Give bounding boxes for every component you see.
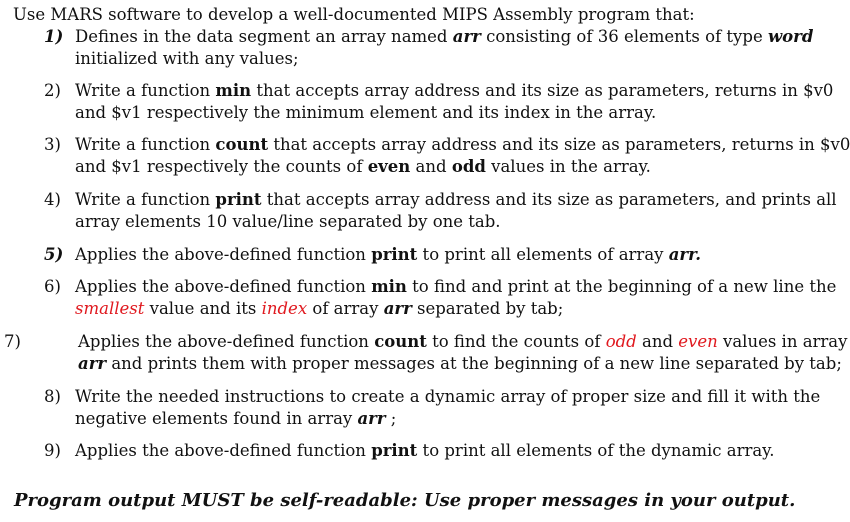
- item-text: Applies the above-defined function print to print all elements of the dynamic array.: [75, 441, 775, 460]
- item-number: 6): [44, 277, 61, 296]
- highlight-odd: odd: [605, 332, 637, 351]
- item-number: 9): [44, 441, 61, 460]
- item-number: 5): [44, 245, 64, 264]
- item-text: Write the needed instructions to create a dynamic array of proper size and fill it with the negative elements found in array arr ;: [75, 387, 821, 428]
- item-number: 1): [44, 27, 64, 46]
- item-text: Applies the above-defined function print to print all elements of array arr.: [75, 245, 702, 264]
- intro-text: Use MARS software to develop a well-documented MIPS Assembly program that:: [13, 5, 695, 24]
- keyword-arr: arr.: [668, 245, 702, 264]
- item-text: Write a function min that accepts array address and its size as parameters, returns in $v0 and $v1 respectively the minimum element and its index in the array.: [75, 81, 834, 122]
- item-number: 4): [44, 190, 61, 209]
- item-text: Applies the above-defined function count to find the counts of odd and even values in array arr and prints them with proper messages at the beginning of a new line separated by tab;: [78, 332, 848, 373]
- keyword-odd: odd: [451, 157, 486, 176]
- keyword-print: print: [371, 441, 418, 460]
- highlight-even: even: [678, 332, 718, 351]
- keyword-arr: arr: [357, 409, 386, 428]
- keyword-arr: arr: [78, 354, 107, 373]
- keyword-print: print: [371, 245, 418, 264]
- keyword-arr: arr: [452, 27, 481, 46]
- keyword-count: count: [374, 332, 427, 351]
- keyword-min: min: [371, 277, 407, 296]
- highlight-index: index: [261, 299, 308, 318]
- item-number: 8): [44, 387, 61, 406]
- item-number: 2): [44, 81, 61, 100]
- keyword-even: even: [367, 157, 411, 176]
- keyword-word: word: [767, 27, 814, 46]
- item-text: Write a function print that accepts array address and its size as parameters, and prints all array elements 10 value/line separated by one tab.: [75, 190, 837, 231]
- item-number: 3): [44, 135, 61, 154]
- highlight-smallest: smallest: [75, 299, 145, 318]
- keyword-print: print: [215, 190, 262, 209]
- keyword-arr: arr: [383, 299, 412, 318]
- keyword-min: min: [215, 81, 252, 100]
- item-text: Defines in the data segment an array named arr consisting of 36 elements of type word initialized with any values;: [75, 27, 814, 68]
- output-requirement-note: Program output MUST be self-readable: Use proper messages in your output.: [14, 490, 796, 511]
- item-number: 7): [4, 332, 21, 351]
- keyword-count: count: [215, 135, 269, 154]
- item-text: Write a function count that accepts array address and its size as parameters, returns in $v0 and $v1 respectively the counts of even and odd values in the array.: [75, 135, 850, 176]
- item-text: Applies the above-defined function min to find and print at the beginning of a new line the smallest value and its index of array arr separated by tab;: [75, 277, 837, 318]
